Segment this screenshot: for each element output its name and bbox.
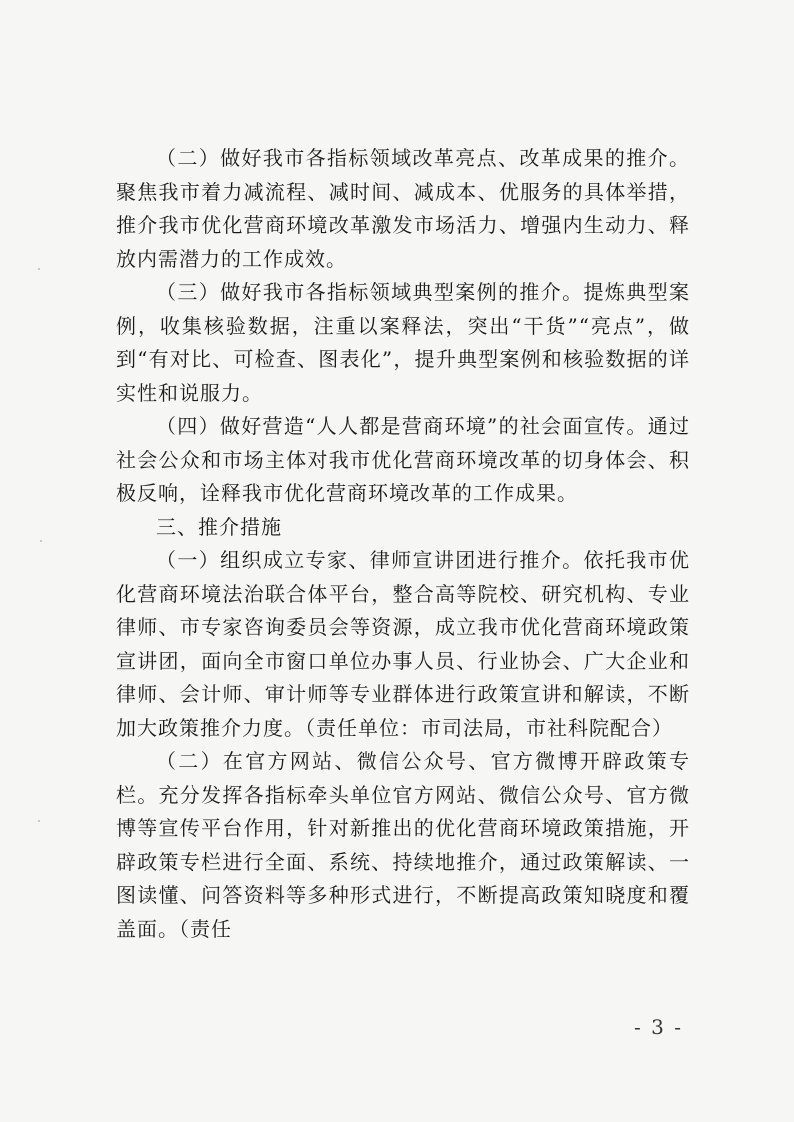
scan-speck <box>38 268 40 270</box>
paragraph-typical-cases: （三）做好我市各指标领域典型案例的推介。提炼典型案例，收集核验数据，注重以案释法，突出“干货”“亮点”，做到“有对比、可检查、图表化”，提升典型案例和核验数据的详实性和说服力。 <box>116 280 690 405</box>
paragraph-measure-policy-column: （二）在官方网站、微信公众号、官方微博开辟政策专栏。充分发挥各指标牵头单位官方网站、微信公众号、官方微博等宣传平台作用，针对新推出的优化营商环境政策措施，开辟政策专栏进行全面、系统、持续地推介，通过政策解读、一图读懂、问答资料等多种形式进行，不断提高政策知晓度和覆盖面。（责任 <box>116 749 690 941</box>
scan-speck <box>40 540 42 542</box>
scan-speck <box>38 820 40 822</box>
page-number: - 3 - <box>634 1015 683 1039</box>
section-heading: 三、推介措施 <box>156 514 282 539</box>
document-body <box>116 142 690 946</box>
paragraph-measure-lecture-group: （一）组织成立专家、律师宣讲团进行推介。依托我市优化营商环境法治联合体平台，整合高等院校、研究机构、专业律师、市专家咨询委员会等资源，成立我市优化营商环境政策宣讲团，面向全市窗口单位办事人员、行业协会、广大企业和律师、会计师、审计师等专业群体进行政策宣讲和解读，不断加大政策推介力度。（责任单位：市司法局，市社科院配合） <box>116 548 690 740</box>
paragraph-reform-highlights: （二）做好我市各指标领域改革亮点、改革成果的推介。聚焦我市着力减流程、减时间、减成本、优服务的具体举措，推介我市优化营商环境改革激发市场活力、增强内生动力、释放内需潜力的工作成效。 <box>116 146 690 271</box>
paragraph-social-publicity: （四）做好营造“人人都是营商环境”的社会面宣传。通过社会公众和市场主体对我市优化营商环境改革的切身体会、积极反响，诠释我市优化营商环境改革的工作成果。 <box>116 414 690 505</box>
